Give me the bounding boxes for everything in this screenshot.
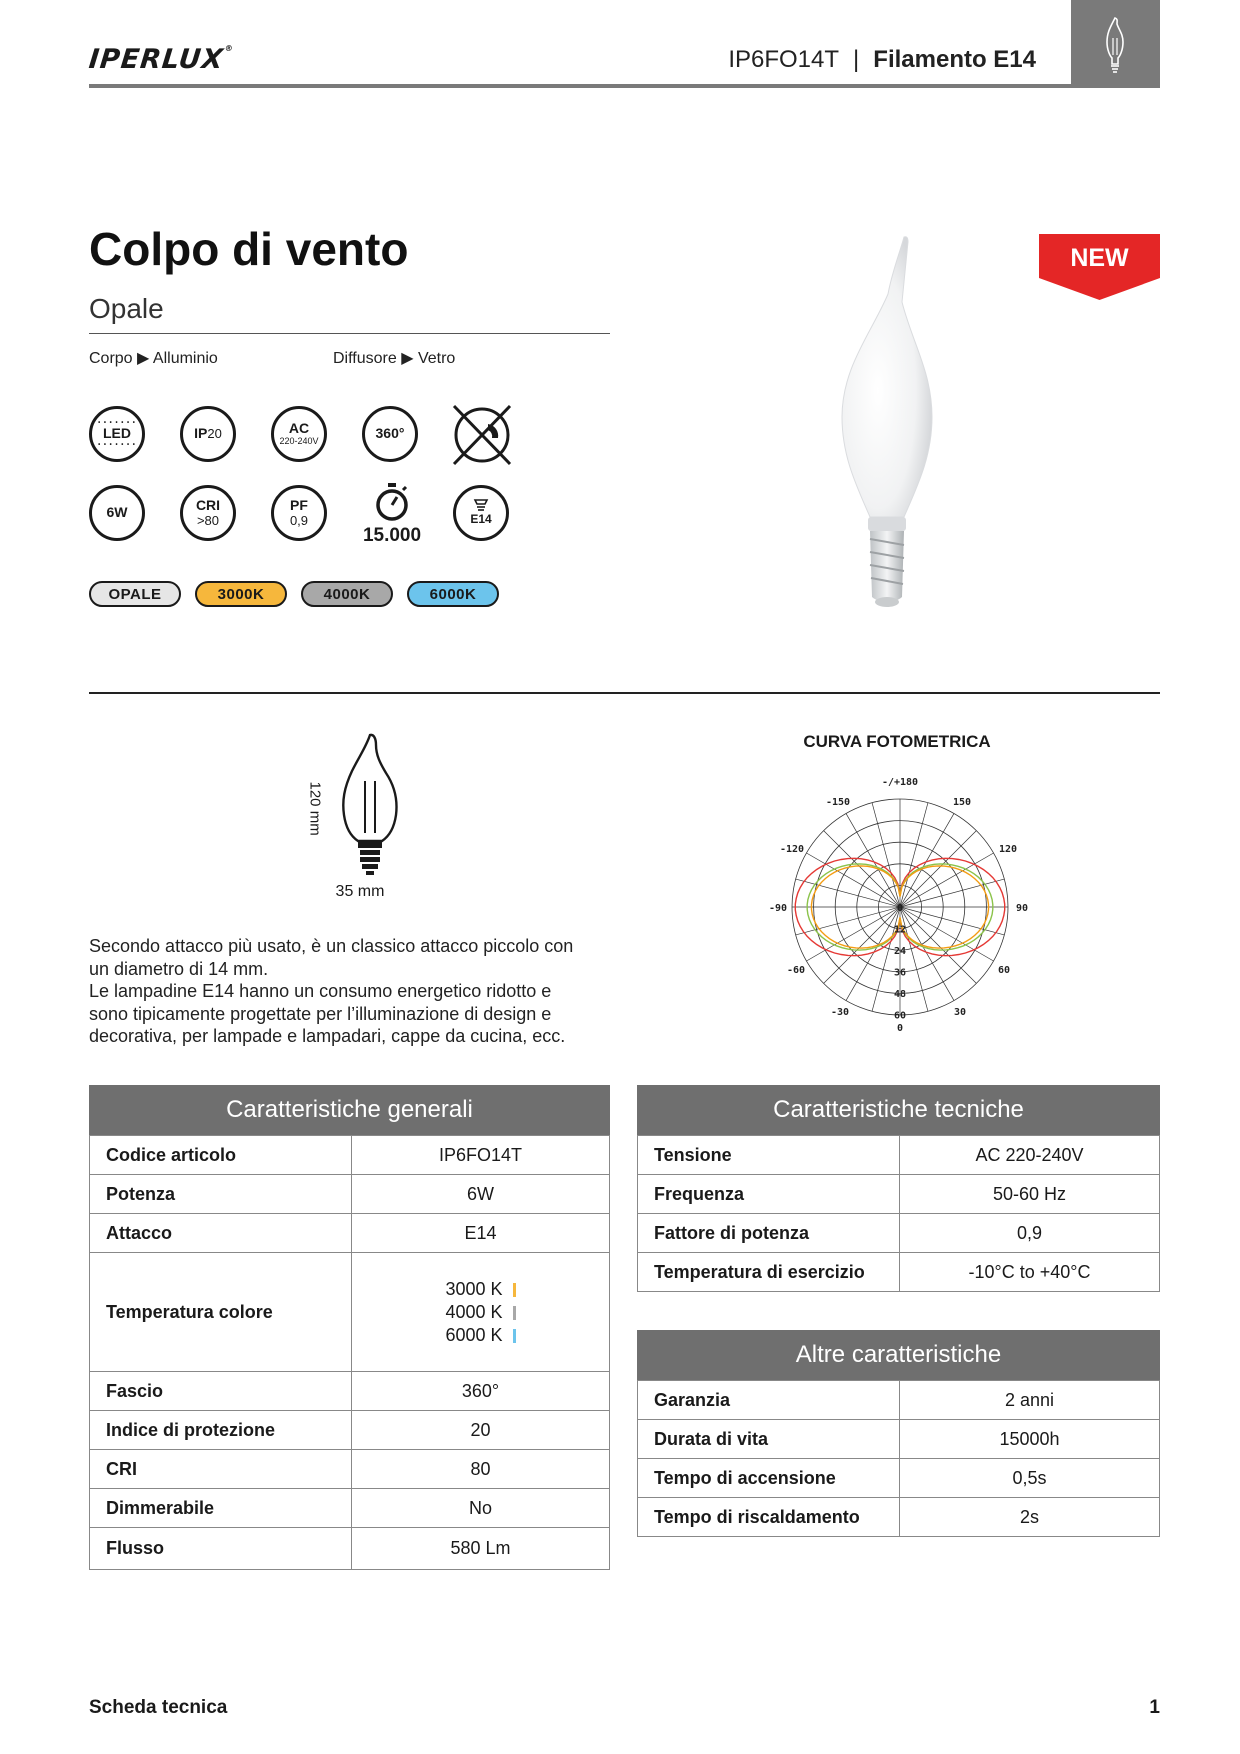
table-row: Indice di protezione 20 <box>90 1411 610 1450</box>
polar-angle-label: -90 <box>768 903 788 914</box>
product-image <box>822 232 952 612</box>
ac-icon: AC 220-240V <box>271 406 327 462</box>
general-table-title: Caratteristiche generali <box>89 1085 610 1135</box>
table-row: Fattore di potenza 0,9 <box>638 1214 1160 1253</box>
table-row: Temperatura di esercizio -10°C to +40°C <box>638 1253 1160 1292</box>
section-rule <box>89 692 1160 694</box>
other-table <box>637 1380 1160 1537</box>
bulb-icon <box>1071 0 1160 88</box>
polar-radial-label: 0 <box>896 903 904 914</box>
description: Secondo attacco più usato, è un classico attacco piccolo con un diametro di 14 mm. Le lampadine E14 hanno un consumo energetico ridotto e sono tipicamente progettate per l’illuminazione di design e decorativa, per lampade e lampadari, cappe da cucina, ecc. <box>89 936 574 1046</box>
technical-table <box>637 1135 1160 1292</box>
polar-angle-label: 120 <box>998 844 1018 855</box>
other-table-title: Altre caratteristiche <box>637 1330 1160 1380</box>
diffuser-material: Diffusore ▶ Vetro <box>333 350 456 367</box>
polar-angle-label: -30 <box>830 1007 850 1018</box>
polar-spoke <box>900 907 954 1001</box>
no-dimmer-icon <box>450 404 514 466</box>
dimension-width: 35 mm <box>335 883 385 900</box>
arrow-right-icon: ▶ <box>401 350 414 367</box>
polar-spoke <box>806 853 900 907</box>
table-row: Flusso 580 Lm <box>90 1528 610 1570</box>
table-row: Codice articolo IP6FO14T <box>90 1136 610 1175</box>
pill-3000k: 3000K <box>195 581 287 607</box>
header-icon-box <box>1071 0 1160 88</box>
pf-icon: PF 0,9 <box>271 485 327 541</box>
cri-icon: CRI >80 <box>180 485 236 541</box>
table-row: Tempo di riscaldamento 2s <box>638 1498 1160 1537</box>
table-row: Fascio 360° <box>90 1372 610 1411</box>
color-bar-3000k <box>513 1283 516 1297</box>
header-title: IP6FO14T | Filamento E14 <box>728 46 1036 73</box>
polar-radial-label: 24 <box>893 946 907 957</box>
color-bar-4000k <box>513 1306 516 1320</box>
polar-radial-label: 60 <box>893 1010 907 1022</box>
table-row: Frequenza 50-60 Hz <box>638 1175 1160 1214</box>
polar-spoke <box>900 813 954 907</box>
polar-spoke <box>900 907 994 961</box>
table-row: Dimmerabile No <box>90 1489 610 1528</box>
polar-angle-label: -/+180 <box>881 777 919 788</box>
polar-angle-label: -150 <box>825 797 851 808</box>
arrow-right-icon: ▶ <box>137 350 150 367</box>
ip20-icon: IP20 <box>180 406 236 462</box>
polar-angle-label: -60 <box>786 965 806 976</box>
color-bar-6000k <box>513 1329 516 1343</box>
table-row: CRI 80 <box>90 1450 610 1489</box>
power-6w-icon: 6W <box>89 485 145 541</box>
page-number: 1 <box>1149 1697 1160 1718</box>
photometric-chart <box>735 765 1065 1055</box>
polar-radial-label: 36 <box>893 967 907 979</box>
polar-spoke <box>900 853 994 907</box>
header-rule <box>89 84 1160 88</box>
body-material: Corpo ▶ Alluminio <box>89 350 218 367</box>
technical-table-title: Caratteristiche tecniche <box>637 1085 1160 1135</box>
polar-spoke <box>872 803 900 907</box>
table-row: Attacco E14 <box>90 1214 610 1253</box>
table-row: Durata di vita 15000h <box>638 1420 1160 1459</box>
polar-spoke <box>806 907 900 961</box>
led-icon: • • • • • • • LED • • • • • • • <box>89 406 145 462</box>
brand-logo: IPERLUX® <box>87 44 235 75</box>
table-row: Tempo di accensione 0,5s <box>638 1459 1160 1498</box>
table-row: Tensione AC 220-240V <box>638 1136 1160 1175</box>
polar-spoke <box>900 803 928 907</box>
product-subtitle: Opale <box>89 293 164 324</box>
pill-opale: OPALE <box>89 581 181 607</box>
product-code: IP6FO14T <box>728 46 840 73</box>
dimension-height: 120 mm <box>306 781 324 836</box>
product-category: Filamento E14 <box>873 46 1036 73</box>
polar-angle-label: 90 <box>1015 903 1029 914</box>
pill-6000k: 6000K <box>407 581 499 607</box>
footer-label: Scheda tecnica <box>89 1697 228 1718</box>
polar-angle-label: 150 <box>952 797 972 808</box>
table-row: Potenza 6W <box>90 1175 610 1214</box>
e14-socket-icon: E14 <box>453 485 509 541</box>
product-title: Colpo di vento <box>89 223 409 275</box>
polar-spoke <box>846 813 900 907</box>
lifetime-icon: 15.000 <box>352 482 432 552</box>
title-rule <box>89 333 610 334</box>
new-badge: NEW <box>1039 234 1160 300</box>
polar-angle-label: 0 <box>896 1023 904 1034</box>
polar-angle-label: 60 <box>997 965 1011 976</box>
polar-angle-label: -120 <box>779 844 805 855</box>
polar-radial-label: 12 <box>893 924 907 936</box>
polar-radial-label: 48 <box>893 989 907 1000</box>
table-row: Garanzia 2 anni <box>638 1381 1160 1420</box>
polar-spoke <box>846 907 900 1001</box>
table-row: Temperatura colore 3000 K 4000 K 6000 K <box>90 1253 610 1372</box>
photometric-title: CURVA FOTOMETRICA <box>803 732 991 751</box>
pill-4000k: 4000K <box>301 581 393 607</box>
general-table <box>89 1135 610 1570</box>
polar-angle-label: 30 <box>953 1007 967 1018</box>
beam-360-icon: 360° <box>362 406 418 462</box>
dimension-drawing <box>338 733 408 878</box>
